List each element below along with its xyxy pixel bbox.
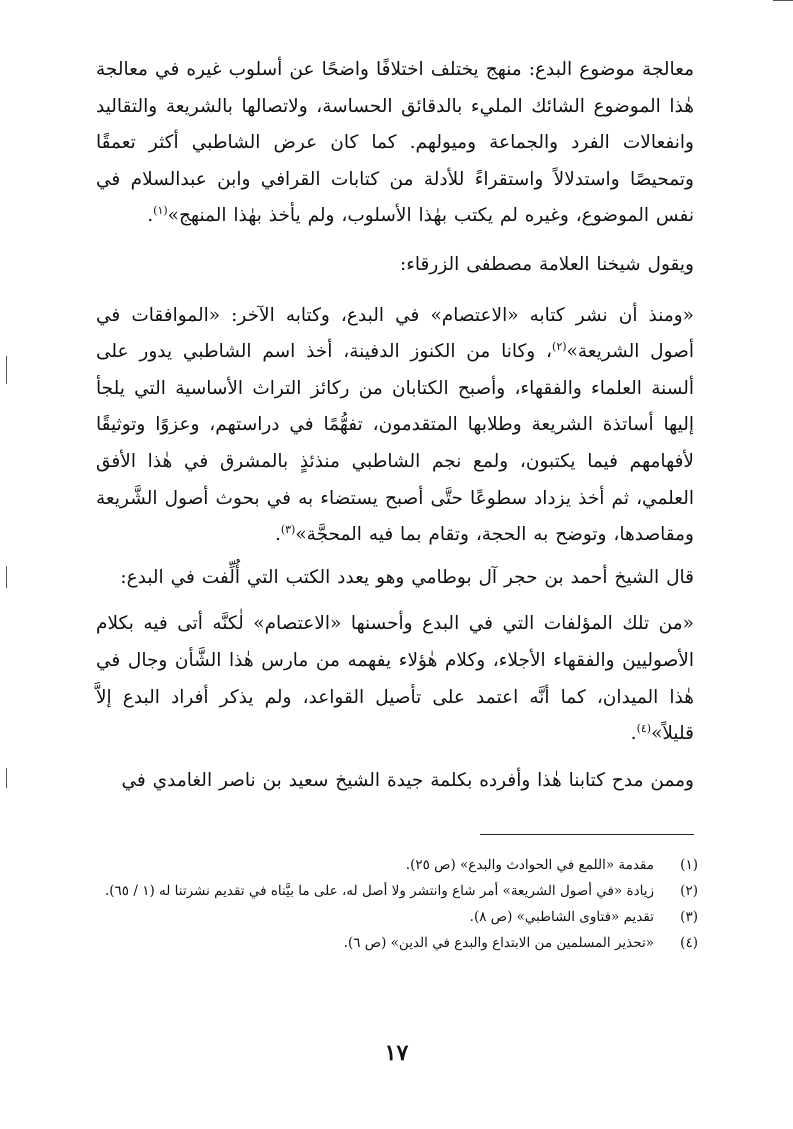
quotation-paragraph bbox=[96, 606, 694, 752]
paragraph-end: . bbox=[274, 524, 281, 546]
page-number: ١٧ bbox=[384, 1040, 409, 1066]
footnote-item bbox=[96, 852, 698, 878]
footnote-reference[interactable]: (٢) bbox=[552, 340, 567, 353]
footnote-reference[interactable]: (٣) bbox=[280, 522, 296, 536]
paragraph-end: . bbox=[630, 723, 637, 745]
left-margin-mark bbox=[6, 768, 7, 788]
footnote-item bbox=[96, 930, 698, 956]
quote-introduction: قال الشيخ أحمد بن حجر آل بوطامي وهو يعدد الكتب التي أُلِّفت في البدع: bbox=[120, 566, 694, 588]
footnote-separator bbox=[480, 834, 694, 835]
paragraph-text: «من تلك المؤلفات التي في البدع وأحسنها «الاعتصام» لٰكنَّه أتى فيه بكلام الأصوليين والفقهاء الأجلاء، وكلام هٰؤلاء يفهمه من مارس هٰذا الشَّأن وجال في هٰذا الميدان، كما أنَّه اعتمد على تأصيل القواعد، ولم يذكر أفراد البدع إلاَّ قليلاً» bbox=[96, 613, 694, 745]
footnote-text: «تحذير المسلمين من الابتداع والبدع في الدين» (ص ٦). bbox=[343, 935, 654, 951]
footnote-reference[interactable]: (١) bbox=[153, 204, 168, 218]
footnotes bbox=[96, 852, 698, 956]
top-edge-mark bbox=[773, 0, 793, 1]
footnote-item bbox=[96, 904, 698, 930]
body-paragraph: وممن مدح كتابنا هٰذا وأفرده بكلمة جيدة الشيخ سعيد بن ناصر الغامدي في bbox=[121, 769, 694, 791]
paragraph-text: معالجة موضوع البدع: منهج يختلف اختلافًا واضحًا عن أسلوب غيره في معالجة هٰذا الموضوع الشائك المليء بالدقائق الحساسة، ولاتصالها بالشريعة والتقاليد وانفعالات الفرد والجماعة وميولهم. كما كان عرض الشاطبي أكثر تعمقًا وتمحيصًا واستدلالاً واستقراءً للأدلة من كتابات القرافي وابن عبدالسلام في نفس الموضوع، وغيره لم يكتب بهٰذا الأسلوب، ولم يأخذ بهٰذا المنهج» bbox=[96, 59, 694, 227]
footnote-text: زيادة «في أصول الشريعة» أمر شاع وانتشر ولا أصل له، على ما بيَّناه في تقديم نشرتنا له (١ / ٦٥). bbox=[104, 883, 654, 899]
footnote-text: تقديم «فتاوى الشاطبي» (ص ٨). bbox=[469, 909, 654, 925]
paragraph-text: ، وكانا من الكنوز الدفينة، أخذ اسم الشاطبي يدور على ألسنة العلماء والفقهاء، وأصبح الكتابان من ركائز التراث الأساسية التي يلجأ إليها أساتذة الشريعة وطلابها المتقدمون، تفهُّمًا في دراستهم، وعزوًا وتوثيقًا لأفهامهم فيما يكتبون، ولمع نجم الشاطبي منذئذٍ بالمشرق في هٰذا الأفق العلمي، ثم أخذ يزداد سطوعًا حتَّى أصبح يستضاء به في بحوث أصول الشَّريعة ومقاصدها، وتوضح به الحجة، وتقام بما فيه المحجَّة» bbox=[96, 341, 694, 546]
footnote-number: (٣) bbox=[680, 909, 698, 925]
footnote-item bbox=[96, 878, 698, 904]
footnote-text: مقدمة «اللمع في الحوادث والبدع» (ص ٢٥). bbox=[405, 857, 654, 873]
quote-introduction: ويقول شيخنا العلامة مصطفى الزرقاء: bbox=[399, 253, 694, 275]
paragraph-end: . bbox=[147, 205, 154, 227]
quotation-paragraph bbox=[96, 298, 694, 554]
main-text bbox=[96, 52, 694, 799]
body-paragraph bbox=[96, 52, 694, 235]
paragraph-text: «ومنذ أن نشر كتابه «الاعتصام» في البدع، وكتابه الآخر: «الموافقات في أصول الشريعة» bbox=[96, 304, 694, 363]
footnote-number: (١) bbox=[680, 857, 698, 873]
left-margin-mark bbox=[6, 356, 7, 384]
left-margin-mark bbox=[6, 566, 7, 588]
footnote-number: (٤) bbox=[680, 935, 698, 951]
footnote-reference[interactable]: (٤) bbox=[636, 721, 652, 735]
footnote-number: (٢) bbox=[680, 883, 698, 899]
